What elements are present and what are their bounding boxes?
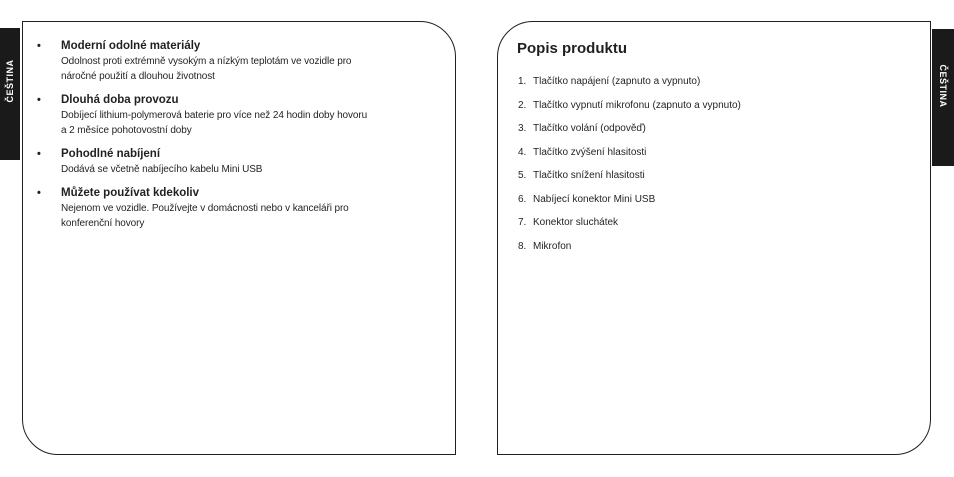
- bullet-icon: •: [37, 40, 41, 52]
- item-label: Tlačítko zvýšení hlasitosti: [533, 146, 647, 158]
- parts-list-item: [518, 122, 741, 146]
- language-tab-right: [932, 29, 954, 166]
- feature-description-line: konferenční hovory: [61, 218, 145, 229]
- features-list: [37, 39, 407, 240]
- parts-list-item: [518, 99, 741, 123]
- item-number: 2.: [518, 99, 527, 111]
- feature-description-line: náročné použití a dlouhou životnost: [61, 71, 215, 82]
- feature-description-line: a 2 měsíce pohotovostní doby: [61, 125, 192, 136]
- bullet-icon: •: [37, 94, 41, 106]
- item-number: 1.: [518, 76, 527, 87]
- feature-title: Dlouhá doba provozu: [61, 94, 179, 106]
- feature-item: [37, 147, 407, 177]
- language-tab-right-label: ČEŠTINA: [938, 64, 948, 108]
- language-tab-left: [0, 28, 20, 160]
- parts-list-item: [518, 169, 741, 193]
- feature-title: Moderní odolné materiály: [61, 40, 201, 52]
- feature-item: [37, 186, 407, 231]
- feature-description-line: Dobíjecí lithium-polymerová baterie pro více než 24 hodin doby hovoru: [61, 110, 368, 121]
- feature-item: [37, 93, 407, 138]
- feature-description-line: Odolnost proti extrémně vysokým a nízkým teplotám ve vozidle pro: [61, 56, 352, 67]
- item-label: Tlačítko napájení (zapnuto a vypnuto): [533, 76, 701, 87]
- item-label: Mikrofon: [533, 240, 572, 252]
- parts-list-item: [518, 75, 741, 99]
- item-number: 6.: [518, 193, 527, 205]
- item-label: Konektor sluchátek: [533, 217, 619, 228]
- parts-list: [518, 75, 741, 263]
- parts-list-item: [518, 146, 741, 170]
- item-number: 4.: [518, 146, 527, 158]
- feature-description-line: Dodává se včetně nabíjecího kabelu Mini USB: [61, 164, 263, 175]
- parts-list-item: [518, 193, 741, 217]
- section-title: Popis produktu: [517, 40, 627, 57]
- product-description-panel: [497, 21, 931, 455]
- feature-title: Pohodlné nabíjení: [61, 148, 161, 160]
- item-label: Tlačítko volání (odpověď): [533, 123, 646, 134]
- item-label: Tlačítko snížení hlasitosti: [533, 170, 645, 181]
- bullet-icon: •: [37, 148, 41, 160]
- item-number: 3.: [518, 123, 527, 134]
- item-number: 7.: [518, 217, 527, 228]
- language-tab-left-label: ČEŠTINA: [5, 59, 15, 103]
- parts-list-item: [518, 216, 741, 240]
- parts-list-item: [518, 240, 741, 264]
- features-panel: [22, 21, 456, 455]
- item-number: 5.: [518, 170, 527, 181]
- item-label: Nabíjecí konektor Mini USB: [533, 193, 656, 205]
- item-number: 8.: [518, 240, 527, 252]
- feature-description-line: Nejenom ve vozidle. Používejte v domácnosti nebo v kanceláři pro: [61, 203, 349, 214]
- item-label: Tlačítko vypnutí mikrofonu (zapnuto a vypnuto): [533, 99, 741, 111]
- feature-title: Můžete používat kdekoliv: [61, 187, 200, 199]
- bullet-icon: •: [37, 187, 41, 199]
- feature-item: [37, 39, 407, 84]
